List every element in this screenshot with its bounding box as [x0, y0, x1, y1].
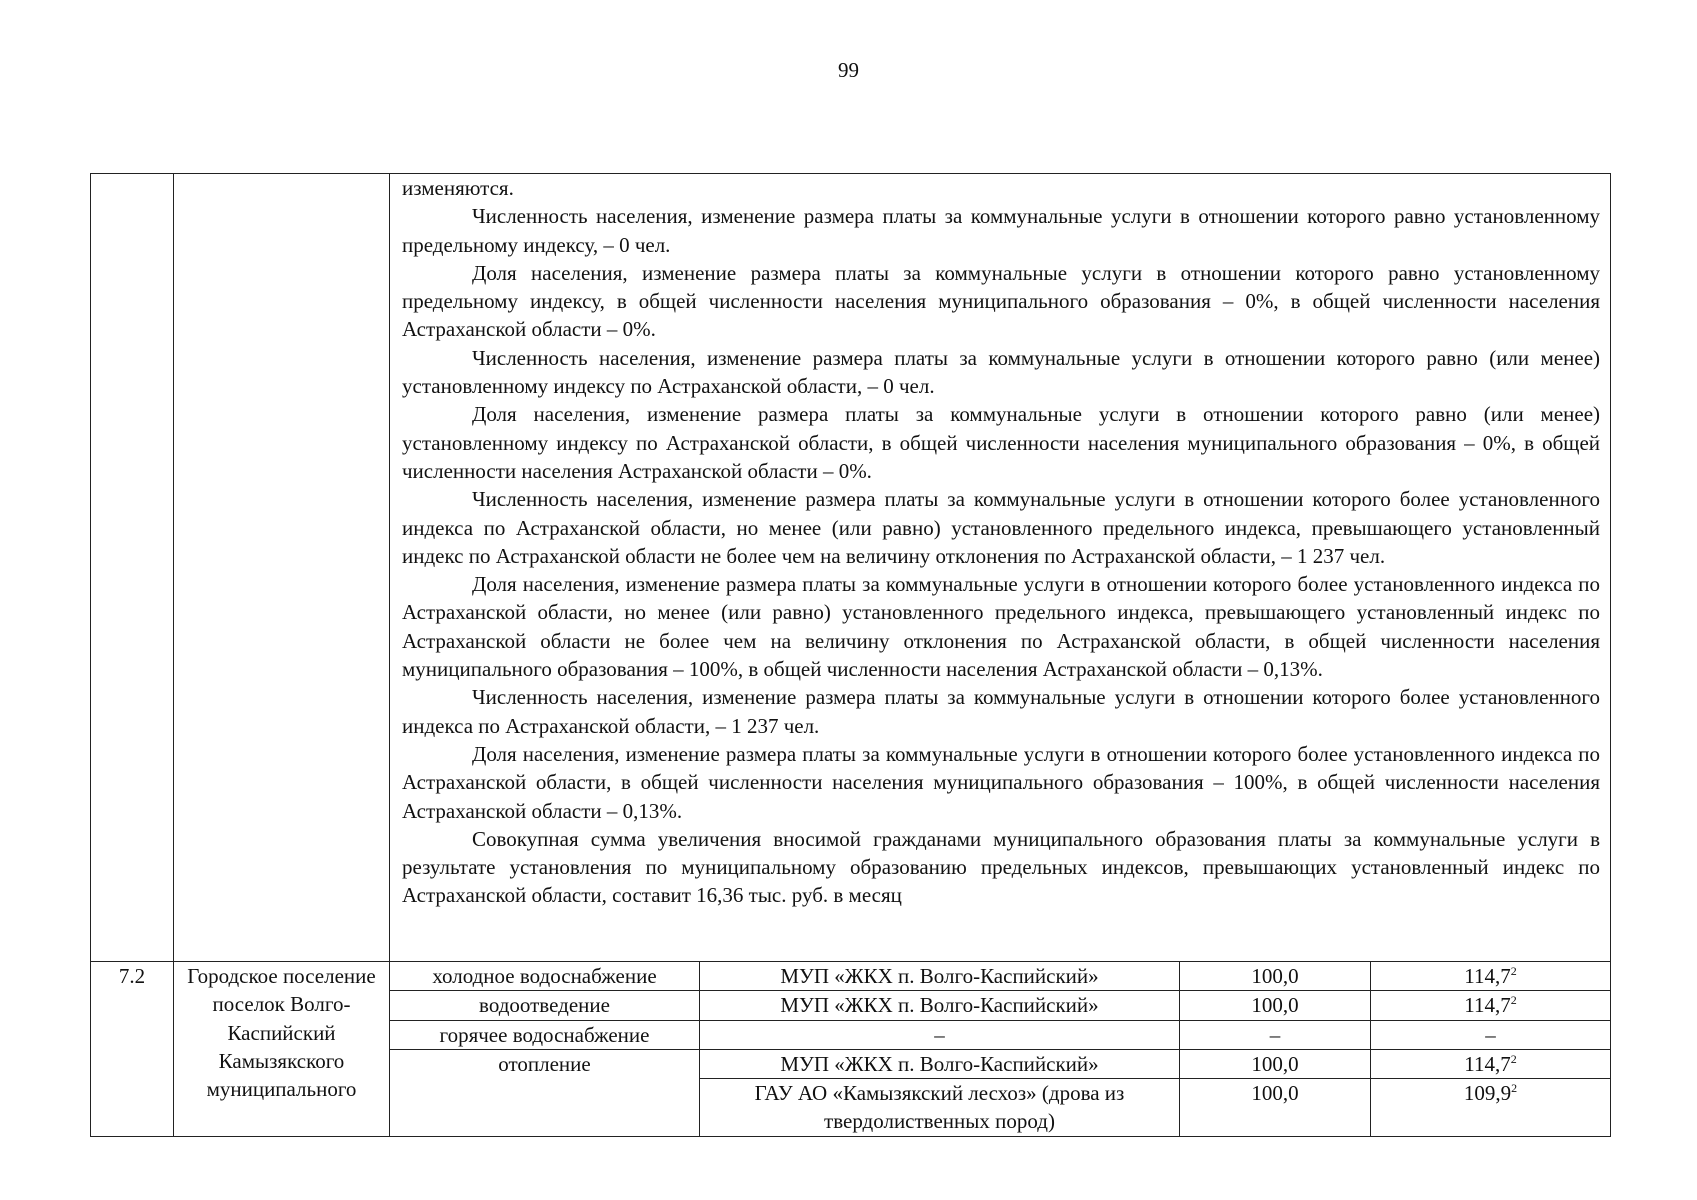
- narrative-paragraph: Численность населения, изменение размера платы за коммунальные услуги в отношении которого более установленного индекса по Астраханской области, но менее (или равно) установленного предельного индекса, превышающего установленный индекс по Астраханской области не более чем на величину отклонения по Астраханской области, – 1 237 чел.: [402, 487, 1601, 568]
- narrative-paragraph: Доля населения, изменение размера платы за коммунальные услуги в отношении которого более установленного индекса по Астраханской области, но менее (или равно) установленного предельного индекса, превышающего установленный индекс по Астраханской области не более чем на величину отклонения по Астраханской области, в общей численности населения муниципального образования – 100%, в общей численности населения Астраханской области – 0,13%.: [402, 572, 1601, 682]
- index-cell: [1371, 991, 1611, 1020]
- section-number: 7.2: [91, 962, 174, 1137]
- page-number: 99: [838, 58, 859, 82]
- base-value: –: [1180, 1020, 1371, 1049]
- base-value: 100,0: [1180, 962, 1371, 991]
- empty-municipality-cell: [174, 174, 390, 962]
- narrative-paragraph: изменяются.: [402, 176, 514, 200]
- provider-name: МУП «ЖКХ п. Волго-Каспийский»: [700, 1049, 1180, 1078]
- tariff-table: [90, 173, 1611, 1137]
- municipality-name: Городское поселение поселок Волго-Каспийский Камызякского муниципального: [174, 962, 390, 1137]
- index-cell: [1371, 962, 1611, 991]
- empty-number-cell: [91, 174, 174, 962]
- provider-name: –: [700, 1020, 1180, 1049]
- index-value: 114,7: [1464, 1051, 1511, 1076]
- service-name: водоотведение: [390, 991, 700, 1020]
- base-value: 100,0: [1180, 1049, 1371, 1078]
- index-value: 114,7: [1464, 964, 1511, 988]
- index-cell: [1371, 1079, 1611, 1137]
- provider-name: МУП «ЖКХ п. Волго-Каспийский»: [700, 962, 1180, 991]
- footnote-mark: 2: [1510, 964, 1517, 978]
- index-cell: [1371, 1049, 1611, 1078]
- footnote-mark: 2: [1511, 1081, 1518, 1096]
- narrative-paragraph: Доля населения, изменение размера платы за коммунальные услуги в отношении которого равно установленному предельному индексу, в общей численности населения муниципального образования – 0%, в общей численности населения Астраханской области – 0%.: [402, 260, 1601, 342]
- narrative-paragraph: Численность населения, изменение размера платы за коммунальные услуги в отношении которого более установленного индекса по Астраханской области, – 1 237 чел.: [402, 685, 1601, 738]
- index-value: 109,9: [1463, 1081, 1512, 1106]
- base-value: 100,0: [1180, 991, 1371, 1020]
- index-value: –: [1371, 1020, 1611, 1049]
- service-name: горячее водоснабжение: [390, 1020, 700, 1049]
- narrative-paragraph: Доля населения, изменение размера платы за коммунальные услуги в отношении которого более установленного индекса по Астраханской области, в общей численности населения муниципального образования – 100%, в общей численности населения Астраханской области – 0,13%.: [402, 741, 1601, 823]
- narrative-cell: [390, 174, 1611, 962]
- provider-name: МУП «ЖКХ п. Волго-Каспийский»: [700, 991, 1180, 1020]
- footnote-mark: 2: [1510, 993, 1517, 1008]
- provider-name: ГАУ АО «Камызякский лесхоз» (дрова из твердолиственных пород): [700, 1079, 1180, 1137]
- footnote-mark: 2: [1510, 1051, 1517, 1066]
- base-value: 100,0: [1180, 1079, 1371, 1137]
- table-row: [91, 962, 1611, 991]
- narrative-paragraph: Совокупная сумма увеличения вносимой гражданами муниципального образования платы за коммунальные услуги в результате установления по муниципальному образованию предельных индексов, превышающих установленный индекс по Астраханской области, составит 16,36 тыс. руб. в месяц: [402, 826, 1601, 908]
- narrative-row: [91, 174, 1611, 962]
- narrative-paragraph: Доля населения, изменение размера платы за коммунальные услуги в отношении которого равно (или менее) установленному индексу по Астраханской области, в общей численности населения муниципального образования – 0%, в общей численности населения Астраханской области – 0%.: [402, 402, 1601, 483]
- narrative-paragraph: Численность населения, изменение размера платы за коммунальные услуги в отношении которого равно установленному предельному индексу, – 0 чел.: [402, 204, 1601, 257]
- service-name: холодное водоснабжение: [390, 962, 700, 991]
- service-name: отопление: [390, 1049, 700, 1136]
- narrative-paragraph: Численность населения, изменение размера платы за коммунальные услуги в отношении которого равно (или менее) установленному индексу по Астраханской области, – 0 чел.: [402, 345, 1601, 399]
- index-value: 114,7: [1464, 993, 1511, 1018]
